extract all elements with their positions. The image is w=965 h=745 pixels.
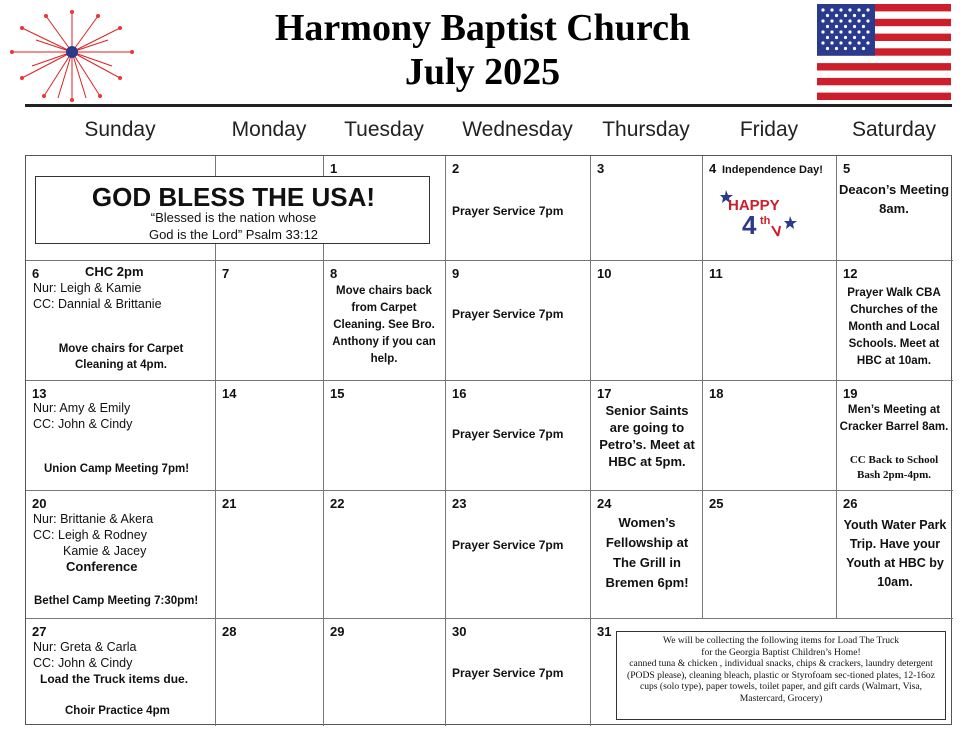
date-number: 18 — [709, 386, 724, 401]
date-number: 20 — [32, 496, 47, 511]
date-number: 12 — [843, 266, 858, 281]
day-cell — [703, 381, 837, 491]
nursery-13: Nur: Amy & Emily — [33, 401, 131, 415]
date-number: 16 — [452, 386, 467, 401]
date-number: 4 — [709, 161, 717, 176]
day-cell — [216, 261, 324, 381]
god-bless-banner — [35, 176, 430, 244]
date-number: 10 — [597, 266, 612, 281]
date-number: 1 — [330, 161, 338, 176]
date-number: 28 — [222, 624, 237, 639]
date-number: 19 — [843, 386, 858, 401]
dayname-thursday: Thursday — [602, 118, 690, 141]
childrens-church-27: CC: John & Cindy — [33, 656, 133, 670]
day-cell — [703, 491, 837, 619]
event-conference: Conference — [66, 559, 138, 574]
banner-verse-line2: God is the Lord” Psalm 33:12 — [148, 227, 319, 242]
nursery-20: Nur: Brittanie & Akera — [33, 512, 154, 526]
date-number: 23 — [452, 496, 467, 511]
notice-line2: for the Georgia Baptist Children’s Home! — [701, 646, 861, 658]
day-cell — [591, 261, 703, 381]
date-number: 11 — [709, 266, 723, 281]
event-prayer-2: Prayer Service 7pm — [452, 204, 564, 218]
event-chc: CHC 2pm — [85, 264, 144, 279]
event-womens-fellowship: Women’s Fellowship at The Grill in Bremen 6pm! — [605, 515, 689, 590]
happy-text: HAPPY — [728, 197, 780, 214]
event-move-chairs: Move chairs for Carpet Cleaning at 4pm. — [58, 343, 184, 371]
dayname-sunday: Sunday — [84, 118, 156, 141]
date-number: 15 — [330, 386, 345, 401]
event-mens-meeting: Men’s Meeting at Cracker Barrel 8am. — [839, 404, 949, 433]
date-number: 13 — [32, 386, 47, 401]
banner-title: GOD BLESS THE USA! — [91, 182, 376, 212]
event-prayer-16: Prayer Service 7pm — [452, 427, 564, 441]
calendar-month: July 2025 — [404, 51, 561, 93]
date-number: 7 — [222, 266, 230, 281]
date-number: 2 — [452, 161, 460, 176]
event-prayer-9: Prayer Service 7pm — [452, 307, 564, 321]
date-number: 8 — [330, 266, 338, 281]
event-senior-saints: Senior Saints are going to Petro’s. Meet at HBC at 5pm. — [599, 403, 695, 469]
date-number: 5 — [843, 161, 851, 176]
event-prayer-23: Prayer Service 7pm — [452, 538, 564, 552]
event-move-chairs-back: Move chairs back from Carpet Cleaning. See Bro. Anthony if you can help. — [332, 285, 436, 365]
childrens-church-20: CC: Leigh & Rodney — [33, 528, 147, 542]
event-independence-day: Independence Day! — [722, 164, 823, 176]
banner-verse-line1: “Blessed is the nation whose — [150, 210, 317, 225]
event-union-camp: Union Camp Meeting 7pm! — [44, 463, 190, 475]
dayname-monday: Monday — [231, 118, 307, 141]
notice-line1: We will be collecting the following items for Load The Truck — [662, 635, 900, 646]
day-cell — [324, 619, 446, 726]
date-number: 31 — [597, 624, 612, 639]
date-number: 24 — [597, 496, 612, 511]
date-number: 26 — [843, 496, 858, 511]
event-youth-water-park: Youth Water Park Trip. Have your Youth at HBC by 10am. — [843, 518, 947, 589]
notice-items: canned tuna & chicken , individual snacks, chips & crackers, laundry detergent (PODS please), cleaning bleach, plastic or Styrofoam sec-tioned plates, 12-16oz cups (solo type), paper towels, toilet paper, and gift cards (Walmart, Visa, Mastercard, Grocery) — [627, 658, 935, 704]
event-prayer-30: Prayer Service 7pm — [452, 666, 564, 680]
event-prayer-walk: Prayer Walk CBA Churches of the Month and Local Schools. Meet at HBC at 10am. — [847, 287, 941, 367]
event-bethel-camp: Bethel Camp Meeting 7:30pm! — [34, 595, 199, 607]
event-choir-practice: Choir Practice 4pm — [65, 705, 170, 717]
th-text: th — [760, 215, 771, 227]
day-cell — [324, 381, 446, 491]
dayname-saturday: Saturday — [851, 118, 937, 141]
day-cell — [324, 491, 446, 619]
header-rule — [25, 104, 952, 107]
date-number: 14 — [222, 386, 237, 401]
date-number: 17 — [597, 386, 612, 401]
date-number: 21 — [222, 496, 237, 511]
date-number: 6 — [32, 266, 40, 281]
date-number: 29 — [330, 624, 345, 639]
childrens-church-6: CC: Dannial & Brittanie — [33, 297, 162, 311]
date-number: 22 — [330, 496, 345, 511]
event-load-truck-due: Load the Truck items due. — [40, 672, 189, 686]
nursery-27: Nur: Greta & Carla — [33, 640, 137, 654]
date-number: 3 — [597, 161, 605, 176]
load-the-truck-notice — [616, 631, 946, 720]
date-number: 9 — [452, 266, 460, 281]
american-flag-icon — [817, 4, 951, 100]
date-number: 27 — [32, 624, 47, 639]
childrens-church-13: CC: John & Cindy — [33, 417, 133, 431]
date-number: 25 — [709, 496, 724, 511]
nursery-6: Nur: Leigh & Kamie — [33, 281, 142, 295]
event-deacons-meeting: Deacon’s Meeting 8am. — [838, 182, 950, 216]
day-cell — [703, 261, 837, 381]
day-cell — [446, 491, 591, 619]
childrens-church-20b: Kamie & Jacey — [63, 544, 147, 558]
day-cell — [216, 491, 324, 619]
event-back-to-school-bash: CC Back to School Bash 2pm-4pm. — [849, 454, 939, 481]
day-cell — [591, 156, 703, 261]
dayname-tuesday: Tuesday — [344, 118, 424, 141]
date-number: 30 — [452, 624, 467, 639]
dayname-wednesday: Wednesday — [462, 118, 573, 141]
happy-4th-icon — [720, 186, 800, 238]
day-cell — [216, 619, 324, 726]
day-cell — [216, 381, 324, 491]
dayname-friday: Friday — [739, 118, 799, 141]
church-name: Harmony Baptist Church — [274, 7, 691, 49]
fourth-text: 4 — [742, 210, 757, 238]
